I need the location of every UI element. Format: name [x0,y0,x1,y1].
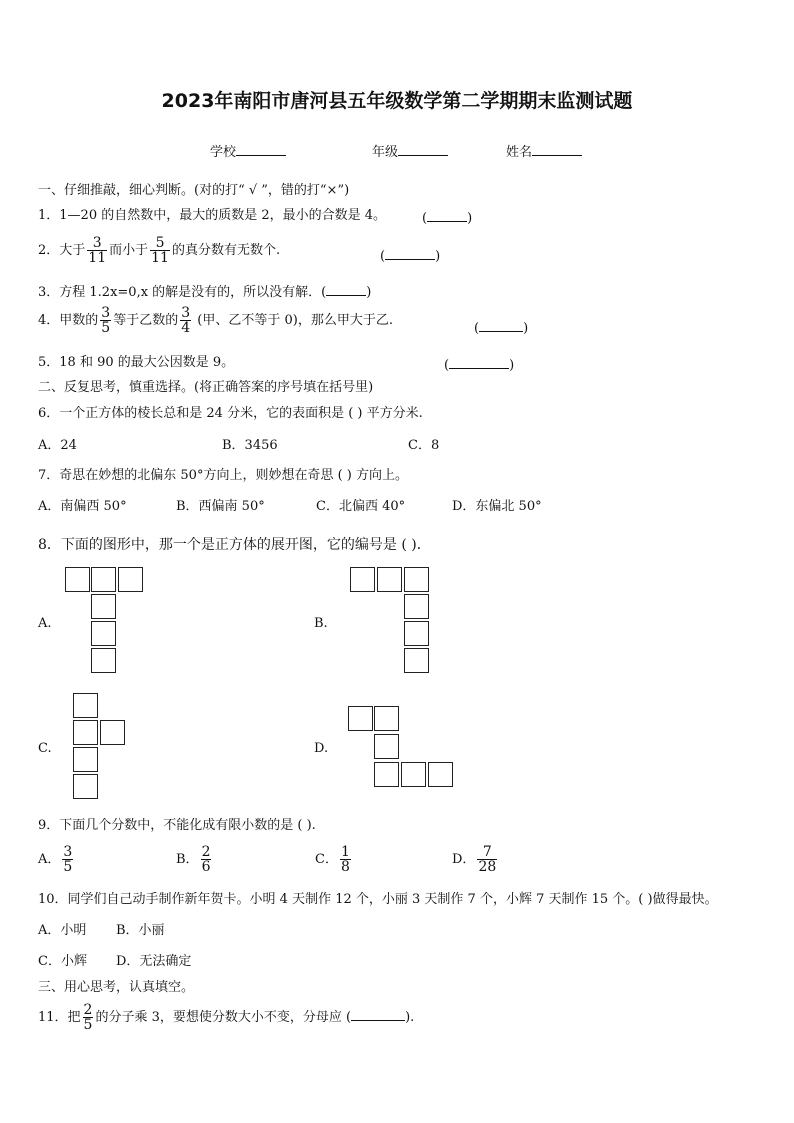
question-5: 5．18 和 90 的最大公因数是 9。 [38,355,235,370]
section-3-heading: 三、用心思考，认真填空。 [38,980,195,995]
name-field [506,142,582,161]
option-6c[interactable]: C．8 [408,438,440,453]
question-10: 10．同学们自己动手制作新年贺卡。小明 4 天制作 12 个，小丽 3 天制作 7 个，小辉 7 天制作 15 个。( )做得最快。 [38,892,718,907]
grade-label: 年级 [372,145,399,160]
question-7: 7．奇思在妙想的北偏东 50°方向上，则妙想在奇思 ( ) 方向上。 [38,468,408,483]
fraction: $\frac{3}{5}$ [101,305,111,336]
option-9d[interactable]: D． $\frac{7}{28}$ [452,844,497,875]
question-9: 9．下面几个分数中，不能化成有限小数的是 ( ). [38,818,316,833]
option-9a[interactable]: A． $\frac{3}{5}$ [38,844,73,875]
section-1-heading: 一、仔细推敲，细心判断。(对的打“ √ ”，错的打“×”) [38,183,350,198]
option-7a[interactable]: A．南偏西 50° [38,499,127,514]
option-8a-label[interactable]: A. [38,616,52,631]
option-7d[interactable]: D．东偏北 50° [452,499,542,514]
grade-field [372,142,448,161]
option-8b-label[interactable]: B. [314,616,328,631]
name-label: 姓名 [506,145,533,160]
question-2: 2．大于 $\frac{3}{11}$ 而小于 $\frac{5}{11}$ 的真分数有无数个. [38,235,281,266]
question-1: 1．1—20 的自然数中，最大的质数是 2，最小的合数是 4。 [38,208,387,223]
school-blank[interactable] [236,142,286,156]
fraction: $\frac{2}{5}$ [83,1002,93,1033]
option-8d-label[interactable]: D. [314,741,329,756]
option-10c[interactable]: C．小辉 [38,954,87,969]
fraction: $\frac{1}{8}$ [340,844,350,875]
option-10b[interactable]: B．小丽 [116,923,165,938]
option-6a[interactable]: A．24 [38,438,77,453]
fraction: $\frac{3}{11}$ [88,235,107,266]
name-blank[interactable] [532,142,582,156]
grade-blank[interactable] [398,142,448,156]
fraction: $\frac{3}{4}$ [181,305,191,336]
answer-11-blank[interactable] [351,1007,405,1021]
option-7c[interactable]: C．北偏西 40° [316,499,406,514]
option-9b[interactable]: B． $\frac{2}{6}$ [176,844,211,875]
fraction: $\frac{2}{6}$ [201,844,211,875]
question-11: 11．把 $\frac{2}{5}$ 的分子乘 3，要想使分数大小不变，分母应 ( ). [38,1002,415,1033]
fraction: $\frac{7}{28}$ [478,844,497,875]
answer-5[interactable]: ( ) [444,355,514,374]
option-7b[interactable]: B．西偏南 50° [176,499,265,514]
question-4: 4．甲数的 $\frac{3}{5}$ 等于乙数的 $\frac{3}{4}$ (甲、乙不等于 0)，那么甲大于乙. [38,305,393,336]
option-10a[interactable]: A．小明 [38,923,87,938]
option-9c[interactable]: C． $\frac{1}{8}$ [315,844,350,875]
option-8c-label[interactable]: C. [38,741,52,756]
fraction: $\frac{5}{11}$ [151,235,169,266]
question-6: 6．一个正方体的棱长总和是 24 分米，它的表面积是 ( ) 平方分米. [38,406,423,421]
school-label: 学校 [210,145,237,160]
question-3: 3．方程 1.2x=0,x 的解是没有的，所以没有解．( ) [38,282,371,301]
answer-4[interactable]: ( ) [474,318,528,337]
page-title: 2023年南阳市唐河县五年级数学第二学期期末监测试题 [161,90,633,112]
fraction: $\frac{3}{5}$ [63,844,73,875]
section-2-heading: 二、反复思考，慎重选择。(将正确答案的序号填在括号里) [38,380,374,395]
option-10d[interactable]: D．无法确定 [116,954,192,969]
school-field [210,142,286,161]
question-8: 8．下面的图形中，那一个是正方体的展开图，它的编号是 ( )． [38,537,431,553]
answer-3-blank[interactable] [326,282,366,296]
answer-2[interactable]: ( ) [380,246,440,265]
option-6b[interactable]: B．3456 [222,438,278,453]
answer-1[interactable]: ( ) [422,208,472,227]
